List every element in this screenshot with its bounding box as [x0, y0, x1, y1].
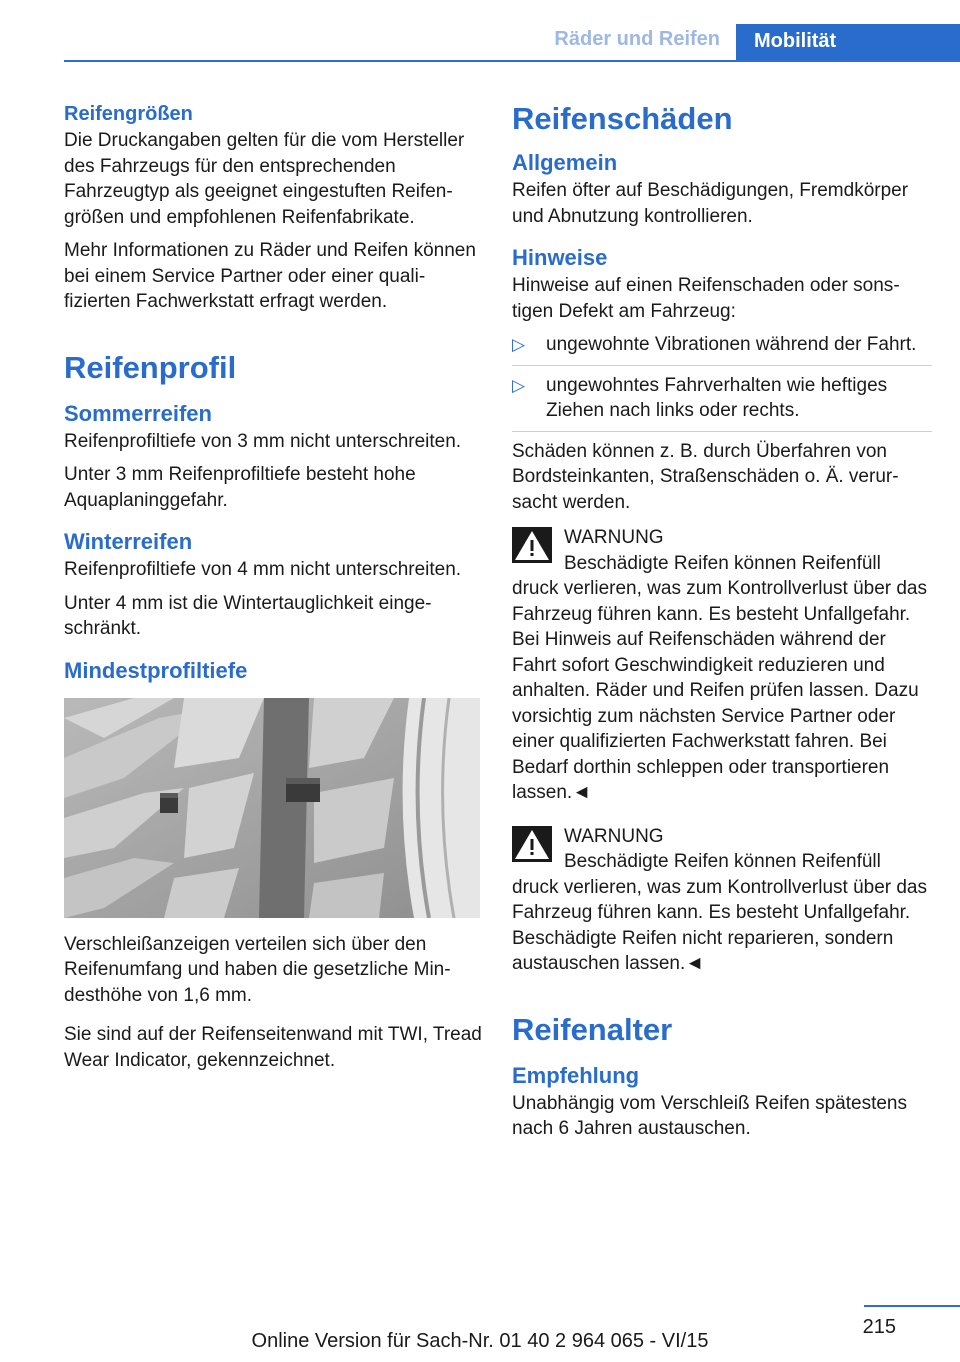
footer-rule [864, 1305, 960, 1307]
heading-tire-damage: Reifenschäden [512, 101, 733, 136]
list-divider [512, 431, 932, 432]
right-column [512, 100, 932, 1150]
paragraph-winter-2: Unter 4 mm ist die Wintertauglichkeit eingeschränkt. [64, 592, 432, 639]
warning-triangle-icon [512, 826, 552, 862]
warning-text: druck verlieren, was zum Kontrollverlust über das Fahrzeug führen kann. Es besteht Unfallgefahr. Beschädigte Reifen nicht reparieren, sondern austauschen lassen.◄ [512, 876, 928, 974]
heading-summer-tires: Sommerreifen [64, 400, 212, 426]
paragraph-wear-indicators-1: Verschleißanzeigen verteilen sich über den Reifenumfang und haben die gesetzliche Mindesthöhe von 1,6 mm. [64, 933, 451, 1006]
list-item-text: ungewohntes Fahrverhalten wie heftiges Ziehen nach links oder rechts. [546, 374, 888, 421]
warning-text-first-line: Beschädigte Reifen können Reifenfüll [564, 552, 881, 574]
paragraph-winter-1: Reifenprofiltiefe von 4 mm nicht unterschreiten. [64, 559, 462, 580]
list-item-text: ungewohnte Vibrationen während der Fahrt. [546, 334, 917, 355]
heading-winter-tires: Winterreifen [64, 529, 193, 554]
heading-tire-sizes: Reifengrößen [64, 103, 193, 125]
warning-text: druck verlieren, was zum Kontrollverlust über das Fahrzeug führen kann. Es besteht Unfallgefahr. Bei Hinweis auf Reifenschäden während der Fahrt sofort Geschwindigkeit reduzieren und anhalten. Räder und Reifen prüfen lassen. Dazu vorsichtig zum nächsten Service Partner oder einer qualifizierten Fachwerkstatt fahren. Bei Bedarf dorthin schleppen oder transportieren lassen.◄ [512, 578, 928, 803]
triangle-bullet-icon: ▷ [512, 375, 526, 395]
paragraph-summer-1: Reifenprofiltiefe von 3 mm nicht unterschreiten. [64, 430, 462, 452]
paragraph-tire-sizes-1: Die Druckangaben gelten für die vom Hersteller des Fahrzeugs für den entsprechenden Fahrzeugtyp als geeignet eingestuften Reifengrößen und empfohlenen Reifenfabrikate. [64, 130, 465, 228]
tire-tread-wear-indicator-image [64, 698, 480, 918]
heading-general: Allgemein [512, 150, 618, 175]
warning-triangle-icon [512, 527, 552, 563]
header-rule [64, 60, 960, 62]
warning-block-2 [512, 824, 932, 977]
paragraph-wear-indicators-2: Sie sind auf der Reifenseitenwand mit TWI, Tread Wear Indicator, gekennzeichnet. [64, 1024, 482, 1071]
heading-hints: Hinweise [512, 245, 608, 270]
warning-label: WARNUNG [564, 825, 664, 847]
heading-minimum-tread-depth: Mindestprofiltiefe [64, 657, 248, 683]
warning-block-1 [512, 525, 932, 806]
heading-tread-profile: Reifenprofil [64, 349, 237, 385]
triangle-bullet-icon: ▷ [512, 335, 526, 354]
left-column [64, 100, 484, 1081]
paragraph-general: Reifen öfter auf Beschädigungen, Fremdkörper und Abnutzung kontrollieren. [512, 180, 909, 227]
paragraph-hints: Hinweise auf einen Reifenschaden oder sonstigen Defekt am Fahrzeug: [512, 275, 900, 322]
list-item [512, 373, 932, 424]
list-divider [512, 365, 932, 366]
header-section-title: Räder und Reifen [554, 28, 720, 50]
footer-version-text: Online Version für Sach-Nr. 01 40 2 964 065 - VI/15 [251, 1330, 709, 1352]
paragraph-tire-sizes-2: Mehr Informationen zu Räder und Reifen können bei einem Service Partner oder einer qualifizierten Fachwerkstatt erfragt werden. [64, 240, 476, 312]
header-chapter-tab: Mobilität [736, 24, 960, 62]
paragraph-summer-2: Unter 3 mm Reifenprofiltiefe besteht hohe Aquaplaninggefahr. [64, 464, 416, 511]
paragraph-damage-causes: Schäden können z. B. durch Überfahren von Bordsteinkanten, Straßenschäden o. Ä. verursacht werden. [512, 440, 899, 513]
warning-text-first-line: Beschädigte Reifen können Reifenfüll [564, 851, 881, 872]
page-number: 215 [862, 1316, 896, 1338]
warning-label: WARNUNG [564, 527, 664, 548]
heading-tire-age: Reifenalter [512, 1011, 673, 1047]
list-item [512, 332, 932, 358]
heading-recommendation: Empfehlung [512, 1062, 640, 1088]
paragraph-recommendation: Unabhängig vom Verschleiß Reifen spätestens nach 6 Jahren austauschen. [512, 1092, 908, 1139]
